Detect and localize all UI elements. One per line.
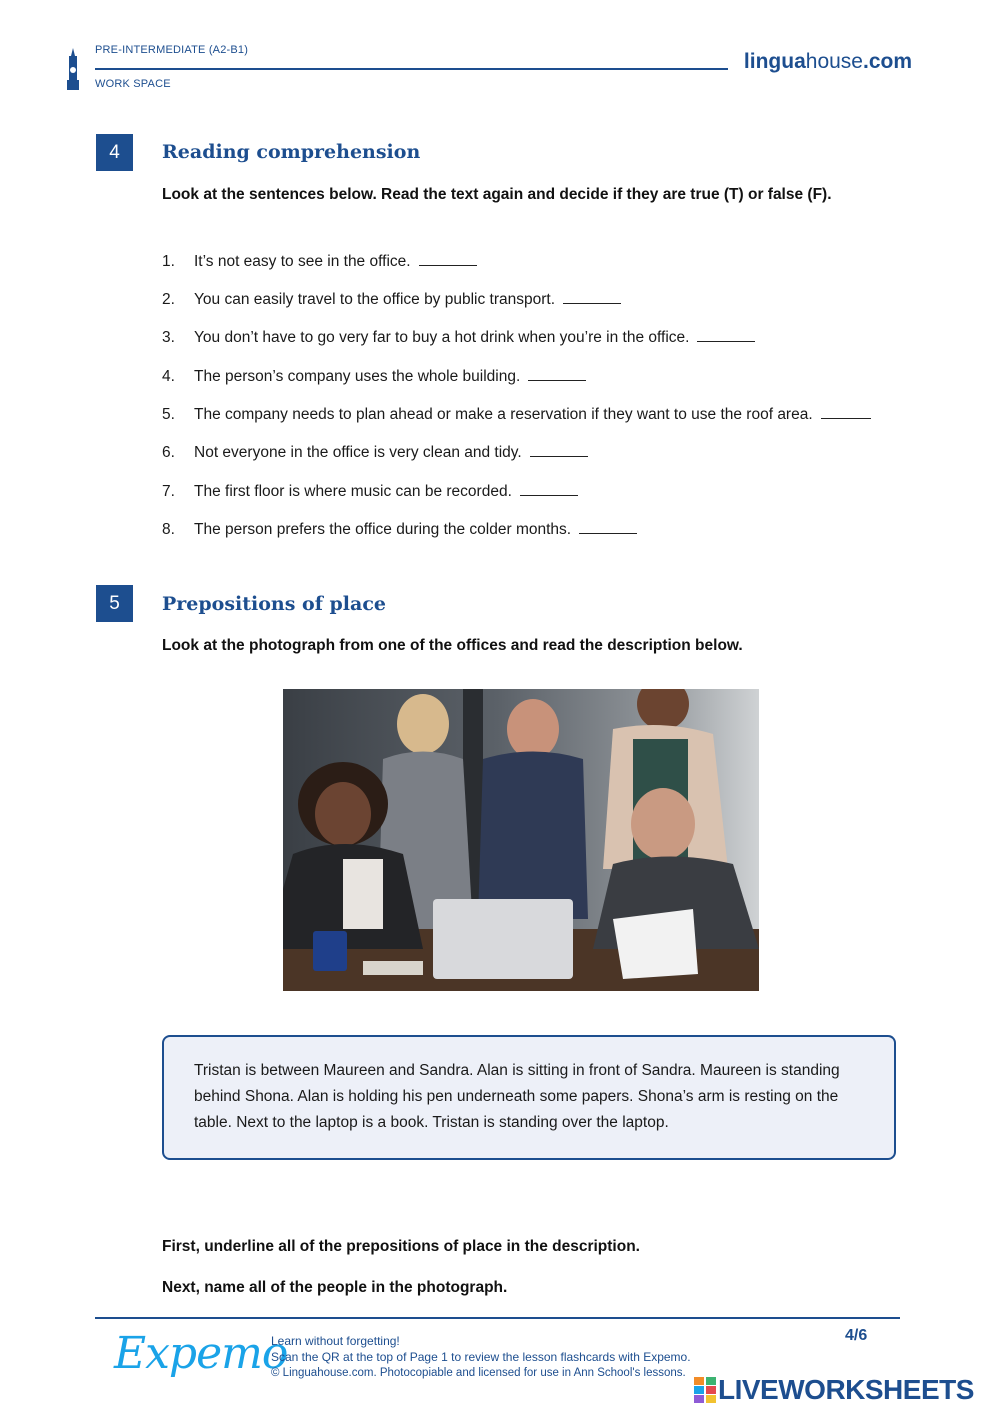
description-text: Tristan is between Maureen and Sandra. Alan is sitting in front of Sandra. Maureen is standing behind Shona. Alan is holding his pen underneath some papers. Shona’s arm is resting on the table. Next to the laptop is a book. Tristan is standing over the laptop. <box>194 1062 840 1131</box>
answer-blank[interactable] <box>520 494 578 496</box>
task-underline: First, underline all of the prepositions of place in the description. <box>162 1238 640 1255</box>
liveworksheets-logo[interactable]: LIVEWORKSHEETS <box>694 1374 974 1406</box>
section-5-title: Prepositions of place <box>162 593 386 615</box>
answer-blank[interactable] <box>419 264 477 266</box>
footer-line-3: © Linguahouse.com. Photocopiable and licensed for use in Ann School's lessons. <box>271 1367 686 1379</box>
answer-blank[interactable] <box>530 455 588 457</box>
answer-blank[interactable] <box>579 532 637 534</box>
answer-blank[interactable] <box>697 340 755 342</box>
footer-divider <box>95 1317 900 1319</box>
question-3: 3. You don’t have to go very far to buy a hot drink when you’re in the office. <box>162 329 755 347</box>
level-label: PRE-INTERMEDIATE (A2-B1) <box>95 44 249 56</box>
task-name-people: Next, name all of the people in the photograph. <box>162 1279 508 1296</box>
question-6: 6. Not everyone in the office is very clean and tidy. <box>162 444 588 462</box>
question-7: 7. The first floor is where music can be recorded. <box>162 483 578 501</box>
description-box <box>162 1035 896 1160</box>
office-photo <box>283 689 759 991</box>
question-8: 8. The person prefers the office during the colder months. <box>162 521 637 539</box>
section-5-instruction: Look at the photograph from one of the offices and read the description below. <box>162 637 743 654</box>
expemo-logo[interactable]: Expemo <box>114 1328 288 1379</box>
section-4-title: Reading comprehension <box>162 141 421 163</box>
section-4-instruction: Look at the sentences below. Read the text again and decide if they are true (T) or false (F). <box>162 186 832 203</box>
topic-label: WORK SPACE <box>95 78 171 90</box>
page-number: 4/6 <box>845 1327 868 1344</box>
footer-line-1: Learn without forgetting! <box>271 1334 400 1348</box>
brand-logo[interactable]: linguahouse.com <box>743 50 912 73</box>
lw-blocks-icon <box>694 1377 716 1403</box>
footer-line-2: Scan the QR at the top of Page 1 to review the lesson flashcards with Expemo. <box>271 1350 691 1364</box>
big-ben-icon <box>66 48 80 90</box>
answer-blank[interactable] <box>528 379 586 381</box>
question-2: 2. You can easily travel to the office by public transport. <box>162 291 621 309</box>
section-5-number: 5 <box>96 585 133 622</box>
header-divider <box>95 68 728 70</box>
answer-blank[interactable] <box>821 417 871 419</box>
section-4-number: 4 <box>96 134 133 171</box>
question-1: 1. It’s not easy to see in the office. <box>162 253 477 271</box>
question-5: 5. The company needs to plan ahead or make a reservation if they want to use the roof area. <box>162 406 871 424</box>
answer-blank[interactable] <box>563 302 621 304</box>
question-4: 4. The person’s company uses the whole building. <box>162 368 586 386</box>
